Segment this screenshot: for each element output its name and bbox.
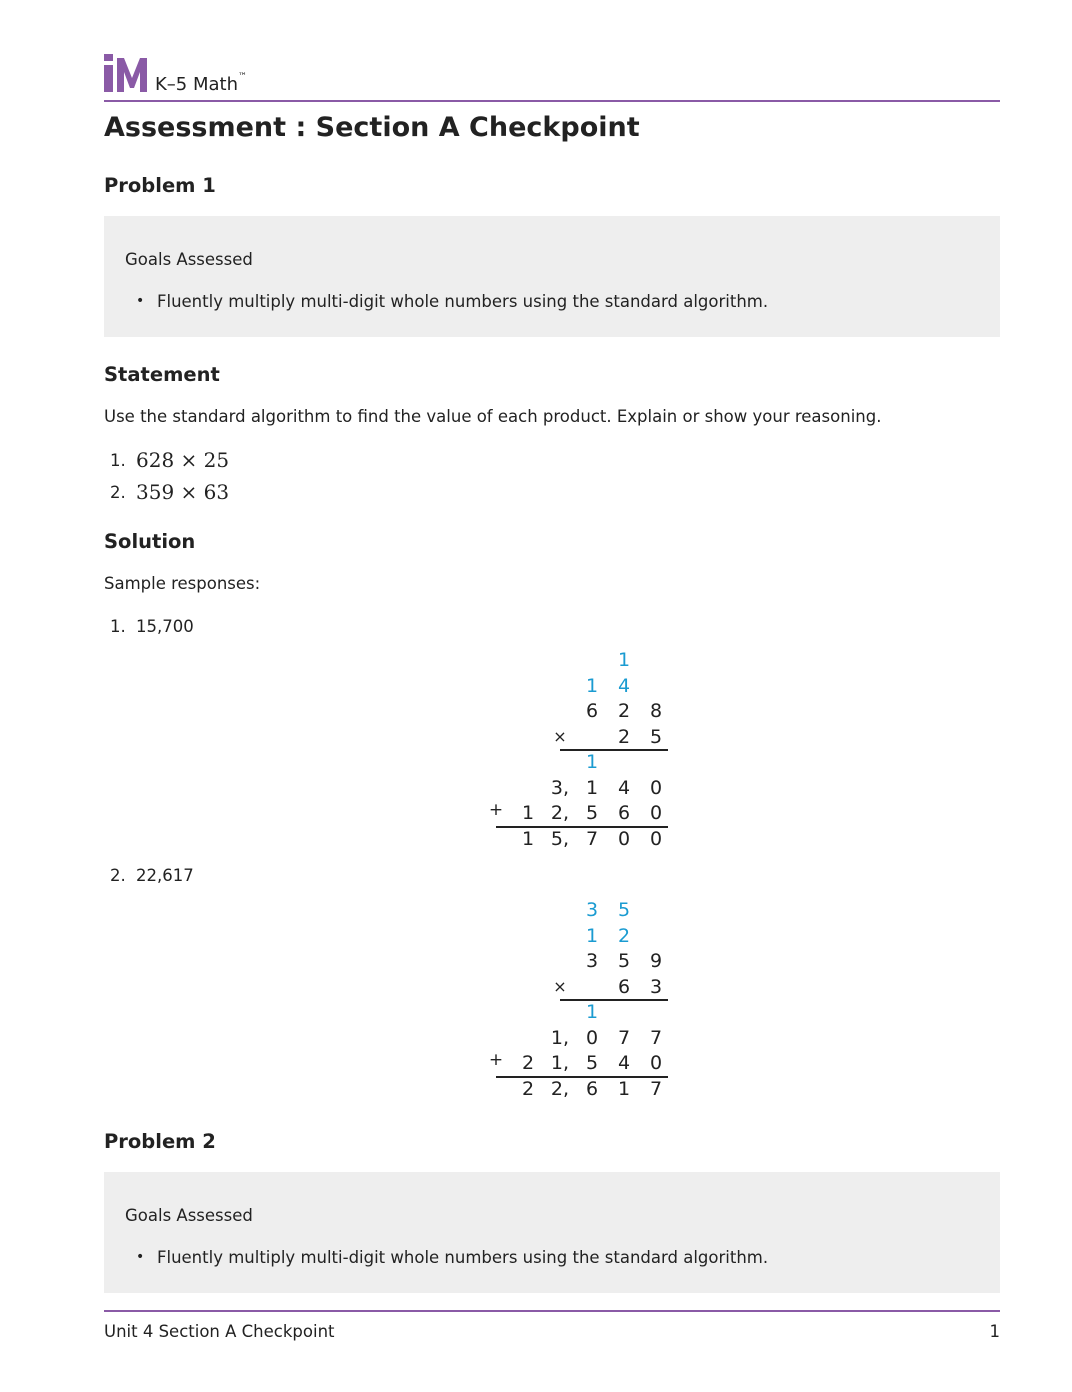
digit: 0	[649, 1052, 663, 1074]
im-logo	[104, 54, 152, 96]
digit: 7	[649, 1077, 663, 1100]
carry-digit: 3	[585, 899, 599, 921]
digit: 5	[617, 950, 631, 972]
digit: 1	[585, 776, 599, 799]
digit: 6	[585, 1077, 599, 1100]
digit: 0	[649, 827, 663, 850]
digit: 1,	[550, 1052, 570, 1074]
statement-heading: Statement	[104, 363, 220, 386]
digit: 1	[617, 1077, 631, 1100]
list-number: 1.	[110, 451, 126, 470]
footer-title: Unit 4 Section A Checkpoint	[104, 1322, 335, 1341]
carry-digit: 2	[617, 924, 631, 947]
carry-digit: 1	[585, 751, 599, 773]
brand-name: K–5 Math™	[155, 72, 248, 95]
digit: 5	[585, 802, 599, 824]
digit: 0	[585, 1026, 599, 1049]
digit: 4	[617, 1052, 631, 1074]
digit: 3	[649, 975, 663, 998]
digit: 2	[617, 700, 631, 722]
digit: 7	[617, 1026, 631, 1049]
bullet-icon: •	[136, 1249, 145, 1265]
digit: 8	[649, 700, 663, 722]
math-expression: 628 × 25	[136, 448, 230, 472]
digit: 4	[617, 776, 631, 799]
list-number: 2.	[110, 866, 126, 885]
digit: 0	[649, 776, 663, 799]
digit: 6	[617, 975, 631, 998]
goal-item: Fluently multiply multi-digit whole numbers using the standard algorithm.	[157, 1248, 769, 1267]
digit: 5	[585, 1052, 599, 1074]
goals-assessed-box	[104, 216, 1000, 337]
digit: 9	[649, 950, 663, 972]
digit: 6	[585, 700, 599, 722]
digit: 1,	[550, 1026, 570, 1049]
digit: 2,	[550, 802, 570, 824]
problem-1-heading: Problem 1	[104, 174, 216, 197]
math-expression: 359 × 63	[136, 480, 230, 504]
plus-sign: +	[488, 1050, 504, 1070]
carry-digit: 1	[585, 674, 599, 697]
footer-rule	[104, 1310, 1000, 1312]
digit: 7	[585, 827, 599, 850]
digit: 7	[649, 1026, 663, 1049]
solution-heading: Solution	[104, 530, 196, 553]
digit: 5	[649, 725, 663, 748]
solution-intro: Sample responses:	[104, 574, 261, 593]
answer-value: 22,617	[136, 866, 194, 885]
problem-2-heading: Problem 2	[104, 1130, 216, 1153]
digit: 2	[521, 1077, 535, 1100]
carry-digit: 1	[585, 924, 599, 947]
digit: 5,	[550, 827, 570, 850]
carry-digit: 1	[617, 649, 631, 671]
digit: 2	[617, 725, 631, 748]
times-sign: ×	[553, 726, 567, 746]
digit: 3,	[550, 776, 570, 799]
list-number: 1.	[110, 617, 126, 636]
carry-digit: 5	[617, 899, 631, 921]
digit: 1	[521, 802, 535, 824]
digit: 0	[649, 802, 663, 824]
statement-text: Use the standard algorithm to find the value of each product. Explain or show your reasoning.	[104, 407, 882, 426]
digit: 0	[617, 827, 631, 850]
header-rule	[104, 100, 1000, 102]
goals-assessed-box	[104, 1172, 1000, 1293]
times-sign: ×	[553, 976, 567, 996]
bullet-icon: •	[136, 293, 145, 309]
carry-digit: 1	[585, 1001, 599, 1023]
digit: 3	[585, 950, 599, 972]
plus-sign: +	[488, 800, 504, 820]
goals-heading: Goals Assessed	[125, 250, 253, 269]
page-title: Assessment : Section A Checkpoint	[104, 112, 640, 143]
digit: 2,	[550, 1077, 570, 1100]
goals-heading: Goals Assessed	[125, 1206, 253, 1225]
page-number: 1	[989, 1322, 1000, 1341]
digit: 2	[521, 1052, 535, 1074]
goal-item: Fluently multiply multi-digit whole numbers using the standard algorithm.	[157, 292, 769, 311]
answer-value: 15,700	[136, 617, 194, 636]
digit: 6	[617, 802, 631, 824]
list-number: 2.	[110, 483, 126, 502]
carry-digit: 4	[617, 674, 631, 697]
digit: 1	[521, 827, 535, 850]
